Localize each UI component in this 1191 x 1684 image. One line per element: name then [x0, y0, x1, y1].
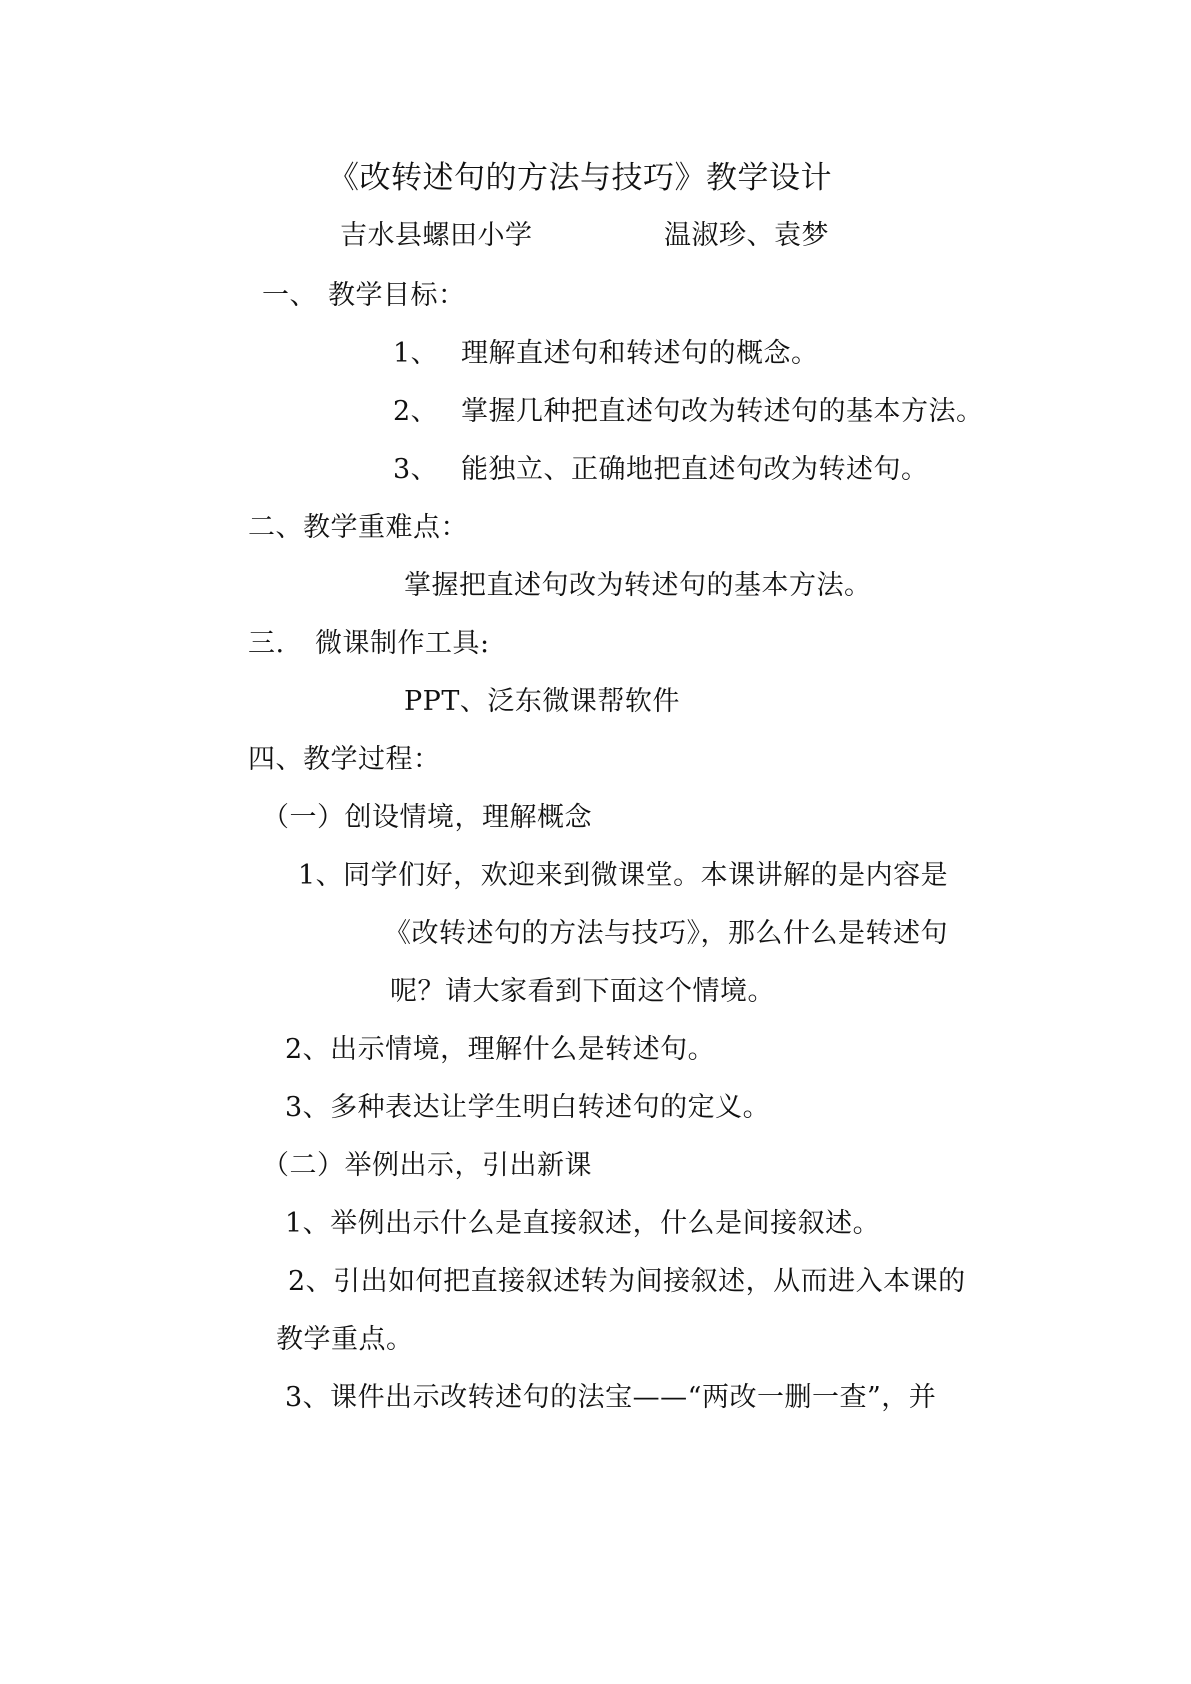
- section-3-heading: 微课制作工具:: [315, 628, 490, 659]
- goal-2-number: 2、: [393, 396, 439, 427]
- part-2-item-2-line-1: 2、引出如何把直接叙述转为间接叙述，从而进入本课的: [288, 1266, 966, 1297]
- goal-1-text: 理解直述句和转述句的概念。: [461, 338, 819, 369]
- part-1-item-3: 3、多种表达让学生明白转述句的定义。: [285, 1092, 771, 1123]
- section-1-heading: 教学目标：: [328, 280, 466, 311]
- part-2-item-2-line-2: 教学重点。: [276, 1324, 414, 1355]
- goal-3-number: 3、: [393, 454, 439, 485]
- part-2-item-3: 3、课件出示改转述句的法宝——“两改一删一查”，并: [285, 1382, 937, 1413]
- section-1-number: 一、: [262, 280, 317, 311]
- part-2-item-1: 1、举例出示什么是直接叙述，什么是间接叙述。: [285, 1208, 881, 1239]
- section-4-heading: 四、教学过程：: [248, 744, 441, 775]
- goal-1-number: 1、: [393, 338, 439, 369]
- author-names: 温淑珍、袁梦: [664, 220, 829, 251]
- school-name: 吉水县螺田小学: [340, 220, 533, 251]
- section-3-number: 三.: [248, 628, 285, 659]
- part-1-heading: （一）创设情境，理解概念: [262, 802, 592, 833]
- part-1-item-1-line-1: 1、同学们好，欢迎来到微课堂。本课讲解的是内容是: [298, 860, 949, 891]
- section-2-heading: 二、教学重难点：: [248, 512, 468, 543]
- document-title: 《改转述句的方法与技巧》教学设计: [328, 160, 832, 196]
- part-1-item-1-line-3: 呢？请大家看到下面这个情境。: [390, 976, 775, 1007]
- section-2-body: 掌握把直述句改为转述句的基本方法。: [404, 570, 872, 601]
- goal-3-text: 能独立、正确地把直述句改为转述句。: [461, 454, 929, 485]
- goal-2-text: 掌握几种把直述句改为转述句的基本方法。: [461, 396, 984, 427]
- section-3-body: PPT、泛东微课帮软件: [404, 686, 680, 717]
- part-2-heading: （二）举例出示，引出新课: [262, 1150, 592, 1181]
- part-1-item-1-line-2: 《改转述句的方法与技巧》，那么什么是转述句: [384, 918, 948, 949]
- part-1-item-2: 2、出示情境，理解什么是转述句。: [285, 1034, 716, 1065]
